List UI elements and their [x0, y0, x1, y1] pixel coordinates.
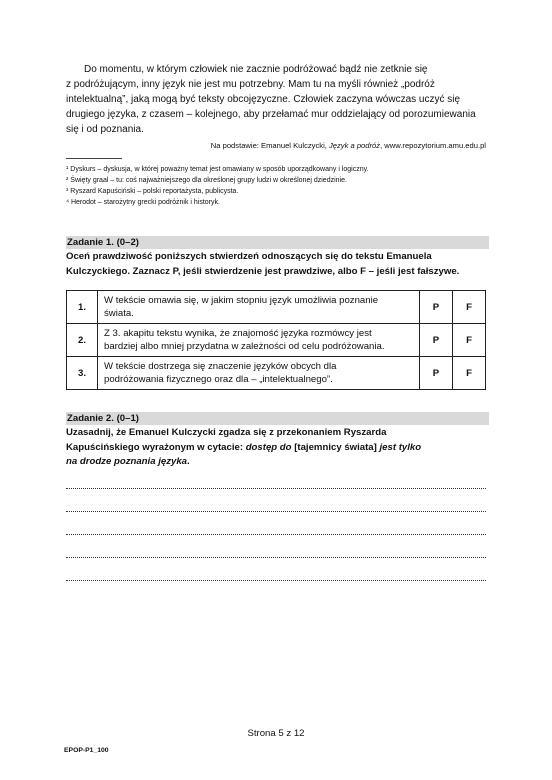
task2-header: Zadanie 2. (0–1): [66, 412, 489, 425]
exam-code: EPOP-P1_100: [64, 747, 109, 754]
footnote: ² Święty graal – tu: coś najważniejszego dla określonej grupy ludzi w określonej dziedzinie.: [66, 177, 347, 184]
row-number: 2.: [67, 324, 98, 357]
intro-paragraph: [66, 62, 490, 137]
source-citation: [211, 141, 486, 150]
task2-instruction-line: Uzasadnij, że Emanuel Kulczycki zgadza się z przekonaniem Ryszarda: [66, 427, 387, 438]
source-prefix: Na podstawie: Emanuel Kulczycki,: [210, 141, 329, 150]
instruction-text: [tajemnicy świata]: [291, 441, 380, 453]
statement-line: świata.: [104, 308, 134, 319]
statement-line: bardziej albo mniej przydatna w zależności od celu podróżowania.: [104, 341, 385, 352]
true-option[interactable]: P: [420, 291, 453, 324]
page-number: Strona 5 z 12: [247, 728, 305, 739]
table-row: [67, 291, 486, 324]
statement-line: W tekście dostrzega się znaczenie języków obcych dla: [104, 360, 337, 372]
task1-header: Zadanie 1. (0–2): [66, 236, 489, 249]
answer-line[interactable]: [66, 580, 486, 581]
row-statement: [98, 291, 420, 324]
row-number: 3.: [67, 357, 98, 390]
row-statement: [98, 357, 420, 390]
task1-instruction-line: Oceń prawdziwość poniższych stwierdzeń odnoszących się do tekstu Emanuela: [66, 251, 432, 262]
task2-instruction-line: [66, 441, 492, 456]
false-option[interactable]: F: [453, 291, 486, 324]
footnote: ³ Ryszard Kapuściński – polski reportażysta, publicysta.: [66, 188, 239, 195]
intro-line: drugiego języka, z czasem – kolejnego, aby przełamać mur oddzielający od porozumiewania: [66, 109, 476, 120]
intro-line: się i od poznania.: [66, 124, 144, 135]
footnote: ⁴ Herodot – starożytny grecki podróżnik i historyk.: [66, 199, 220, 206]
answer-line[interactable]: [66, 488, 486, 489]
row-number: 1.: [67, 291, 98, 324]
footnote-divider: [66, 158, 122, 159]
footnotes: [66, 164, 369, 208]
answer-line[interactable]: [66, 511, 486, 512]
quote-fragment: na drodze poznania języka: [66, 456, 188, 467]
intro-line: intelektualną”, jaką mogą być teksty obcojęzyczne. Człowiek zaczyna wówczas uczyć się: [66, 94, 461, 105]
statement-line: W tekście omawia się, w jakim stopniu język umożliwia poznanie: [104, 294, 379, 306]
quote-fragment: jest tylko: [379, 441, 422, 453]
statement-line: Z 3. akapitu tekstu wynika, że znajomość języka rozmówcy jest: [104, 327, 372, 339]
intro-line: z podróżującym, inny język nie jest mu potrzebny. Mam tu na myśli również „podróż: [66, 79, 435, 90]
row-statement: [98, 324, 420, 357]
table-row: [67, 357, 486, 390]
statement-line: podróżowania fizycznego oraz dla – „intelektualnego”.: [104, 374, 333, 385]
false-option[interactable]: F: [453, 324, 486, 357]
task1-answer-table: [66, 290, 486, 390]
answer-line[interactable]: [66, 557, 486, 558]
instruction-text: .: [187, 456, 190, 467]
footnote: ¹ Dyskurs – dyskusja, w której poważny temat jest omawiany w sposób uporządkowany i logiczny.: [66, 166, 369, 173]
task1-instruction: [66, 250, 492, 279]
quote-fragment: dostęp do: [245, 441, 292, 453]
task2-instruction: [66, 426, 492, 470]
table-row: [67, 324, 486, 357]
source-suffix: , www.repozytorium.amu.edu.pl: [380, 141, 486, 150]
instruction-text: Kapuścińskiego wyrażonym w cytacie:: [66, 441, 246, 453]
answer-line[interactable]: [66, 534, 486, 535]
true-option[interactable]: P: [420, 324, 453, 357]
true-option[interactable]: P: [420, 357, 453, 390]
task1-instruction-line: Kulczyckiego. Zaznacz P, jeśli stwierdzenie jest prawdziwe, albo F – jeśli jest fałszywe.: [66, 265, 460, 277]
source-title: Język a podróż: [328, 141, 381, 150]
intro-line: Do momentu, w którym człowiek nie zacznie podróżować bądź nie zetknie się: [84, 64, 428, 75]
task2-instruction-line: [66, 455, 492, 470]
false-option[interactable]: F: [453, 357, 486, 390]
